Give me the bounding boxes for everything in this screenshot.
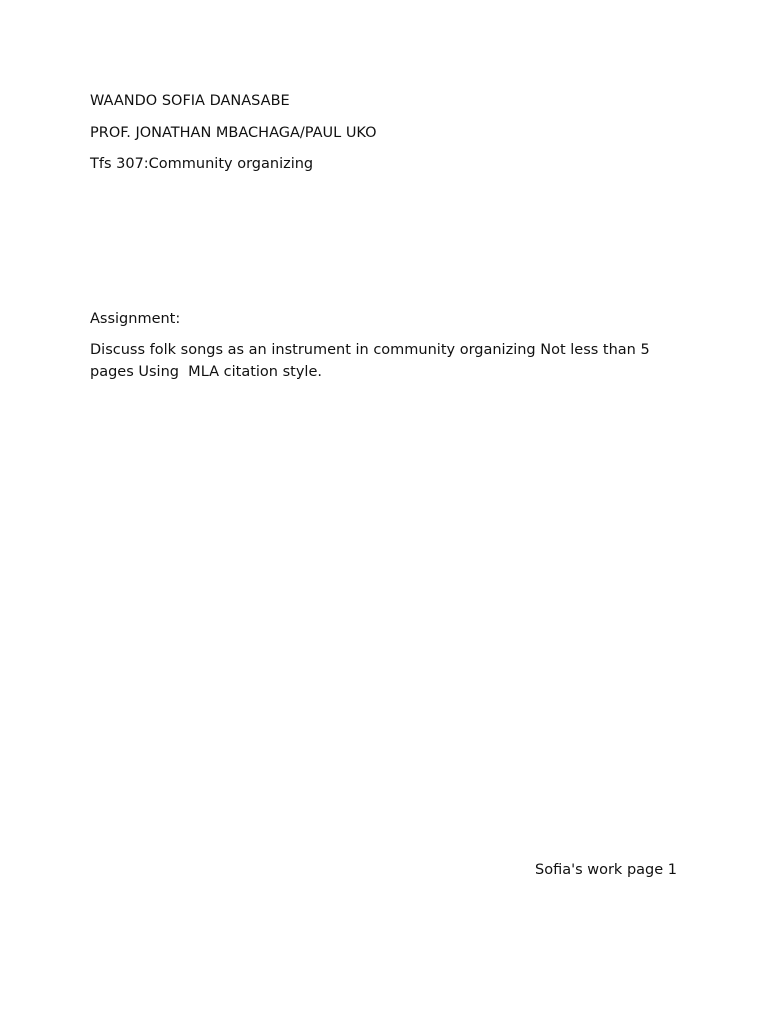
professors-line: PROF. JONATHAN MBACHAGA/PAUL UKO [90,125,377,141]
assignment-prompt-line-1: Discuss folk songs as an instrument in community organizing Not less than 5 [90,342,650,358]
assignment-prompt-line-2: pages Using MLA citation style. [90,364,322,380]
page-footer: Sofia's work page 1 [535,862,677,878]
assignment-label: Assignment: [90,311,181,327]
course-line: Tfs 307:Community organizing [90,156,314,172]
student-name: WAANDO SOFIA DANASABE [90,93,290,109]
